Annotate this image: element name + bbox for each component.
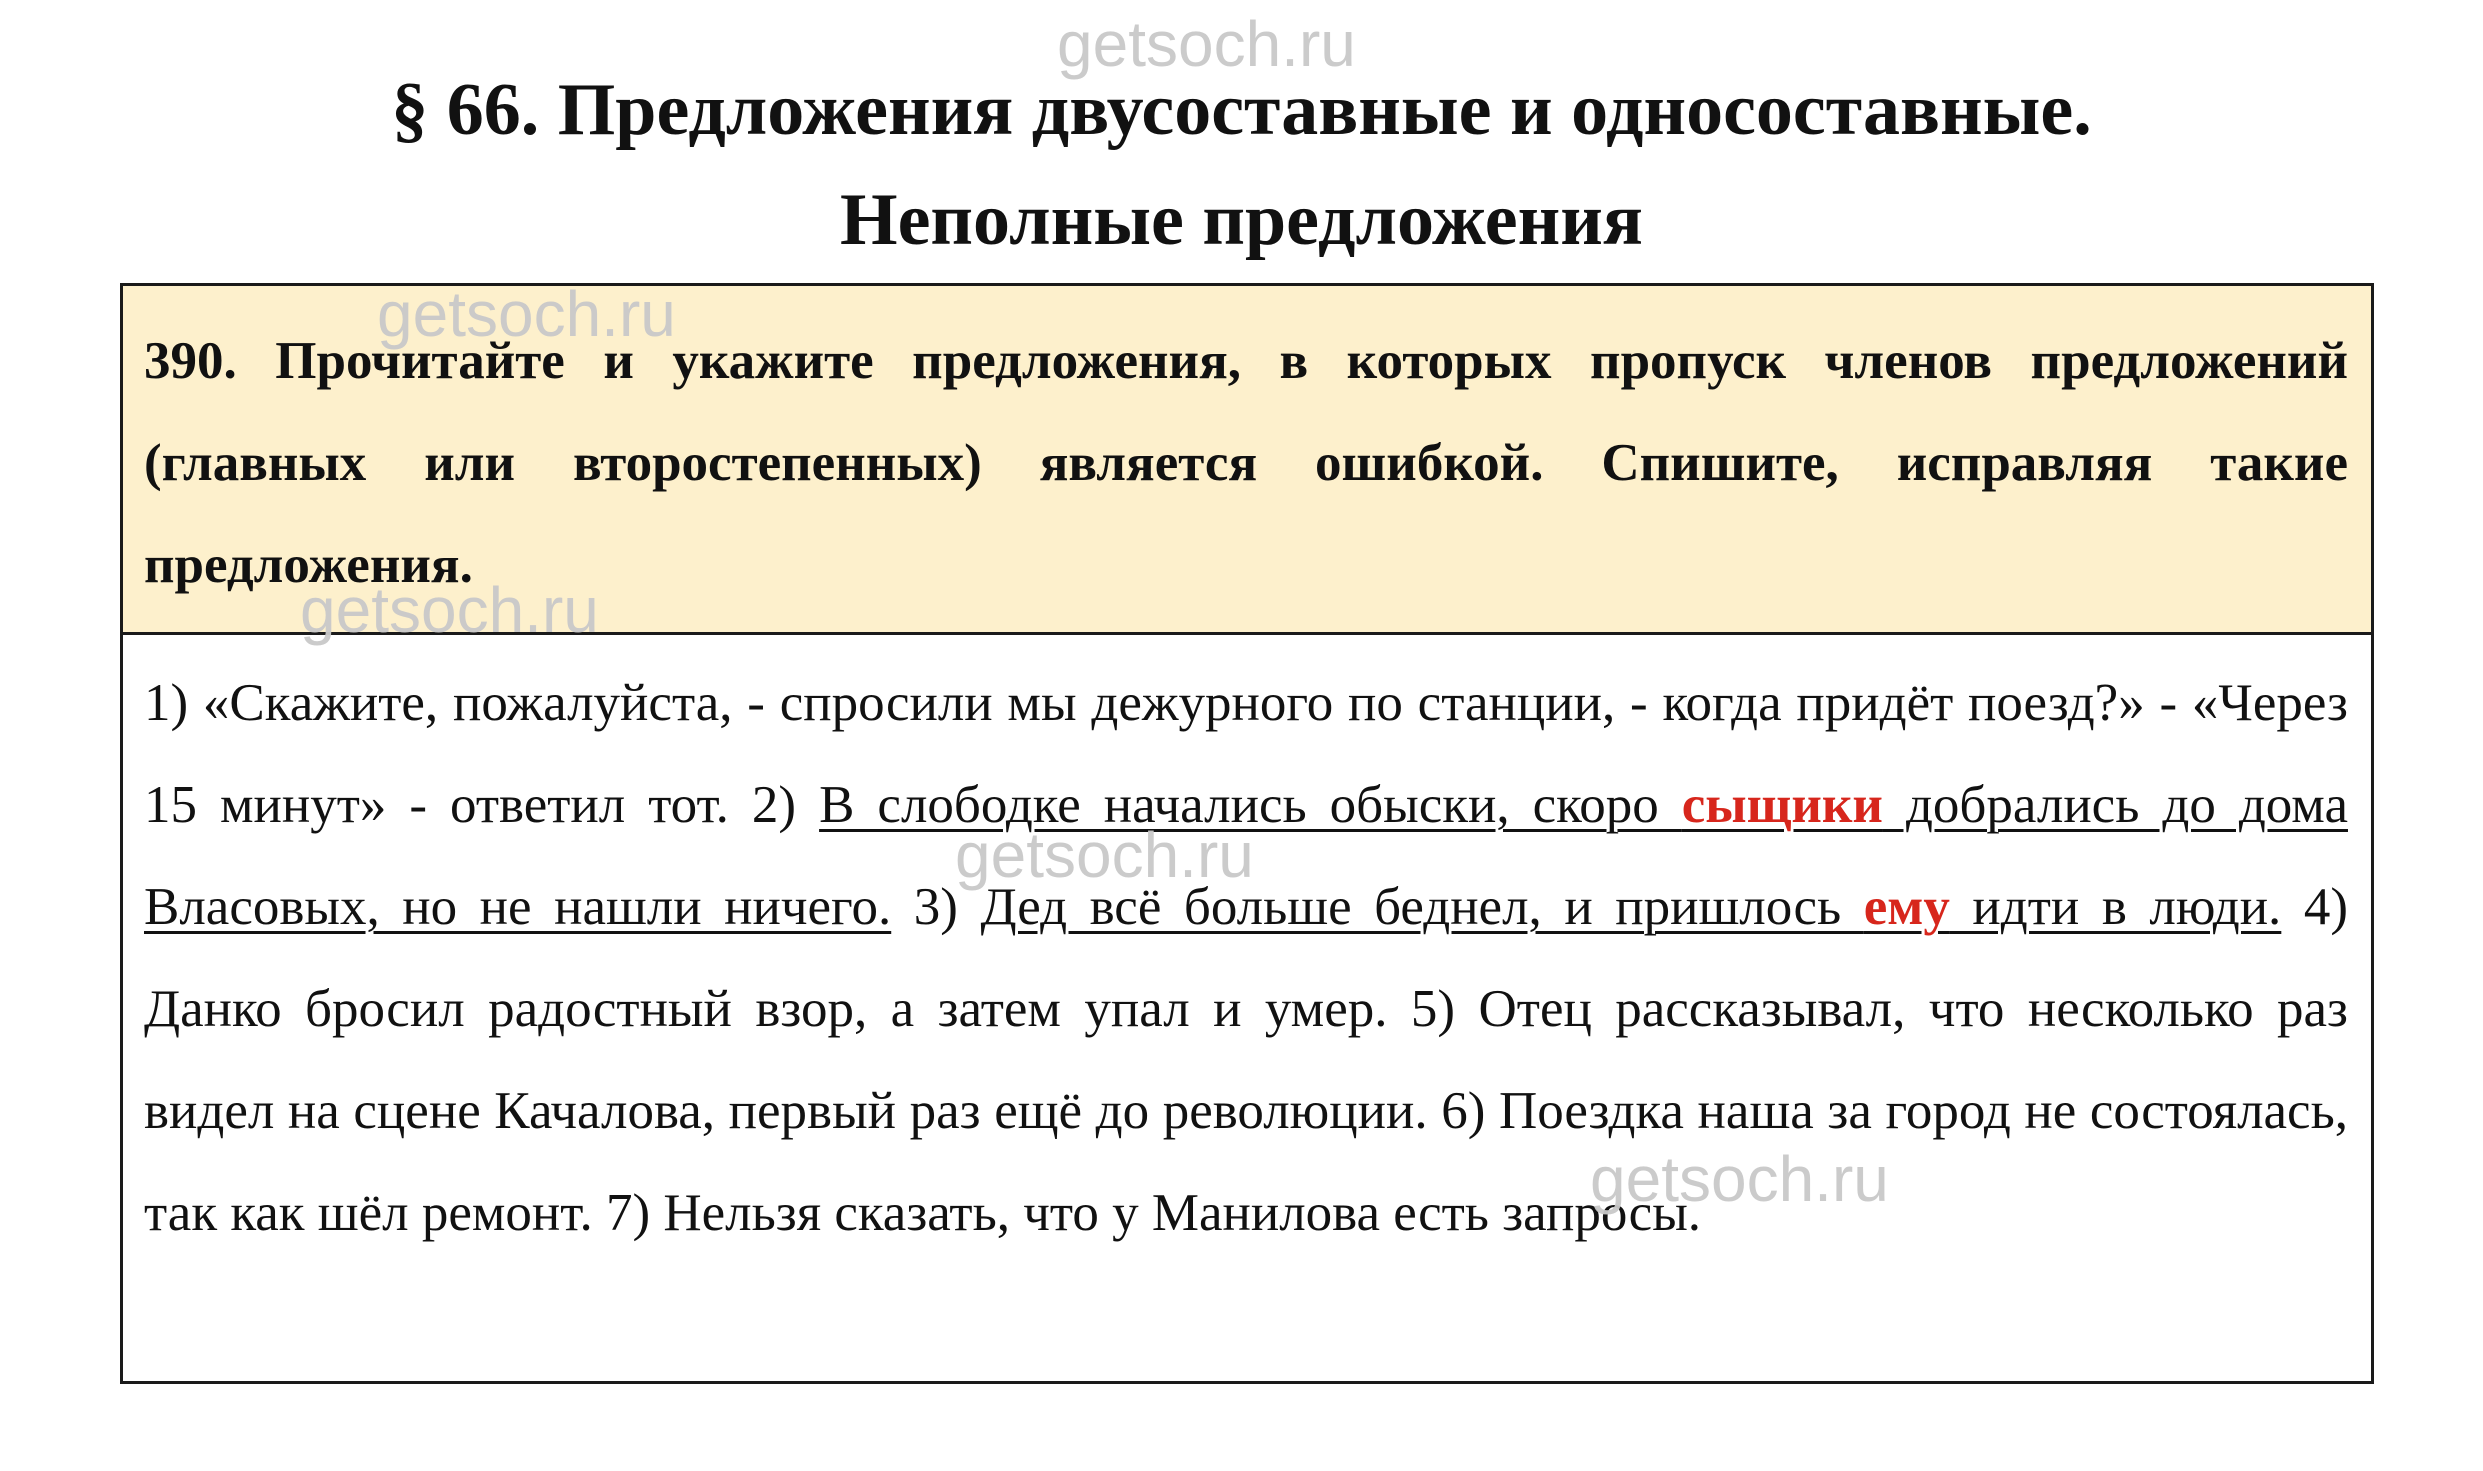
sentence-1: 1) «Скажите, пожалуйста, - спросили мы дежурного по станции, - когда придёт поезд?» - «Через 15 минут» - ответил тот. — [144, 674, 2348, 834]
task-instruction: 390. Прочитайте и укажите предложения, в которых пропуск членов предложений (главных или второстепенных) является ошибкой. Спишите, исправляя такие предложения. — [144, 332, 2348, 594]
sentence-2-text-end: добрались до дома Власовых, но не нашли ничего. — [144, 776, 2348, 936]
sentence-3-text-end: идти в люди. — [1949, 878, 2282, 936]
watermark: getsoch.ru — [1590, 1143, 1889, 1215]
watermark: getsoch.ru — [955, 819, 1254, 891]
sentence-3-corrected — [980, 878, 2281, 936]
inserted-word-sentence-3: ему — [1863, 878, 1950, 936]
sentence-3-label: 3) — [891, 878, 981, 936]
task-table — [120, 278, 2374, 1384]
watermark: getsoch.ru — [300, 574, 599, 646]
page-title-line-1: § 66. Предложения двусоставные и односоставные. — [391, 69, 2092, 151]
task-answer — [144, 652, 2348, 1264]
task-header — [123, 286, 2371, 635]
answer-paragraph — [144, 652, 2348, 1264]
sentence-3-text-start: Дед всё больше беднел, и пришлось — [980, 878, 1864, 936]
page-title-line-2: Неполные предложения — [840, 179, 1643, 261]
inserted-word-sentence-2: сыщики — [1681, 776, 1883, 834]
sentence-2-label: 2) — [751, 776, 820, 834]
sentences-4-to-7: 4) Данко бросил радостный взор, а затем упал и умер. 5) Отец рассказывал, что несколько раз видел на сцене Качалова, первый раз ещё до революции. 6) Поездка наша за город не состоялась, так как шёл ремонт. 7) Нельзя сказать, что у Манилова есть запросы. — [144, 878, 2348, 1242]
watermark: getsoch.ru — [377, 278, 676, 350]
sentence-2-text-start: В слободке начались обыски, скоро — [819, 776, 1682, 834]
watermark: getsoch.ru — [1057, 8, 1356, 80]
